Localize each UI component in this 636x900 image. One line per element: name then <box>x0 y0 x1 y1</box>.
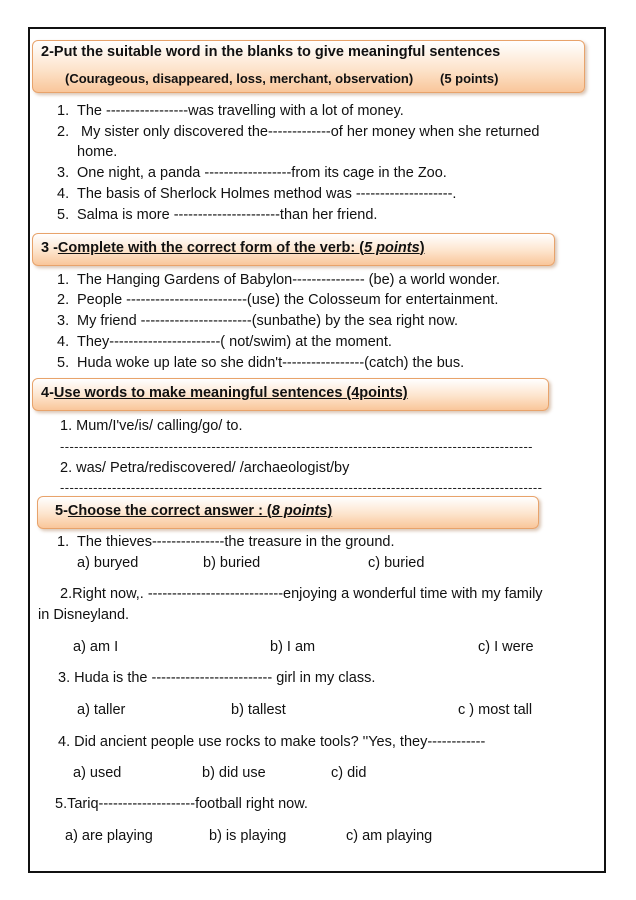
section-3-header <box>32 233 555 266</box>
list-item: The basis of Sherlock Holmes method was --------------------. <box>77 186 457 202</box>
list-item-number: 5. <box>57 355 70 371</box>
list-item: My friend -----------------------(sunbathe) by the sea right now. <box>77 313 459 329</box>
option-a: a) are playing <box>65 828 153 844</box>
list-item-number: 3. <box>57 313 70 329</box>
question-text-continued: in Disneyland. <box>38 607 130 623</box>
section-4-number: 4- <box>41 385 54 401</box>
option-c: c) did <box>331 765 367 781</box>
option-c: c) am playing <box>346 828 433 844</box>
list-item-number: 5. <box>57 207 70 223</box>
list-item: One night, a panda ------------------from its cage in the Zoo. <box>77 165 447 181</box>
list-item-number: 2. <box>57 292 70 308</box>
section-3-title: Complete with the correct form of the verb: (5 points) <box>57 240 425 256</box>
section-5-number: 5- <box>55 503 68 519</box>
section-5-title: Choose the correct answer : (8 points) <box>67 503 333 519</box>
option-c: c ) most tall <box>458 702 533 718</box>
list-item: People -------------------------(use) the Colosseum for entertainment. <box>77 292 499 308</box>
list-item: My sister only discovered the-------------of her money when she returned <box>81 124 540 140</box>
list-item-number: 1. <box>57 103 70 119</box>
section-2-header <box>32 40 585 93</box>
section-4-header <box>32 378 549 411</box>
section-2-points: (5 points) <box>440 71 499 86</box>
section-2-word-bank: (Courageous, disappeared, loss, merchant, observation) <box>65 71 414 86</box>
option-b: b) is playing <box>209 828 287 844</box>
list-item: Salma is more ----------------------than her friend. <box>77 207 378 223</box>
section-4-title: Use words to make meaningful sentences (4points) <box>53 385 408 401</box>
question-text: 4. Did ancient people use rocks to make tools? ''Yes, they------------ <box>58 734 486 750</box>
list-item: 1. Mum/I've/is/ calling/go/ to. <box>60 418 243 434</box>
option-b: b) did use <box>202 765 266 781</box>
option-c: c) buried <box>368 555 425 571</box>
list-item: The -----------------was travelling with a lot of money. <box>77 103 404 119</box>
list-item: Huda woke up late so she didn't-----------------(catch) the bus. <box>77 355 465 371</box>
list-item: They-----------------------( not/swim) at the moment. <box>77 334 392 350</box>
section-5-header <box>37 496 539 529</box>
option-a: a) taller <box>77 702 126 718</box>
list-item-number: 1. <box>57 272 70 288</box>
answer-line: ---------------------------------------------------------------------------------------------------- <box>60 439 533 454</box>
answer-line: ------------------------------------------------------------------------------------------------------ <box>60 480 543 495</box>
question-text: The thieves---------------the treasure in the ground. <box>77 534 395 550</box>
option-a: a) am I <box>73 639 119 655</box>
list-item: 2. was/ Petra/rediscovered/ /archaeologist/by <box>60 460 350 476</box>
list-item-number: 3. <box>57 165 70 181</box>
list-item-number: 4. <box>57 334 70 350</box>
list-item-number: 4. <box>57 186 70 202</box>
section-5-points: 8 points <box>271 503 328 519</box>
option-a: a) buryed <box>77 555 139 571</box>
option-b: b) buried <box>203 555 261 571</box>
option-c: c) I were <box>478 639 534 655</box>
question-text: 5.Tariq--------------------football right now. <box>55 796 308 812</box>
list-item: The Hanging Gardens of Babylon--------------- (be) a world wonder. <box>77 272 501 288</box>
section-2-title: 2-Put the suitable word in the blanks to give meaningful sentences <box>41 44 501 60</box>
question-text: 2.Right now,. ----------------------------enjoying a wonderful time with my family <box>60 586 543 602</box>
question-text: 3. Huda is the ------------------------- girl in my class. <box>58 670 376 686</box>
option-a: a) used <box>73 765 122 781</box>
list-item: home. <box>77 144 118 160</box>
section-3-points: 5 points <box>364 240 420 256</box>
section-3-number: 3 - <box>41 240 58 256</box>
question-number: 1. <box>57 534 70 550</box>
list-item-number: 2. <box>57 124 70 140</box>
option-b: b) tallest <box>231 702 286 718</box>
option-b: b) I am <box>270 639 316 655</box>
